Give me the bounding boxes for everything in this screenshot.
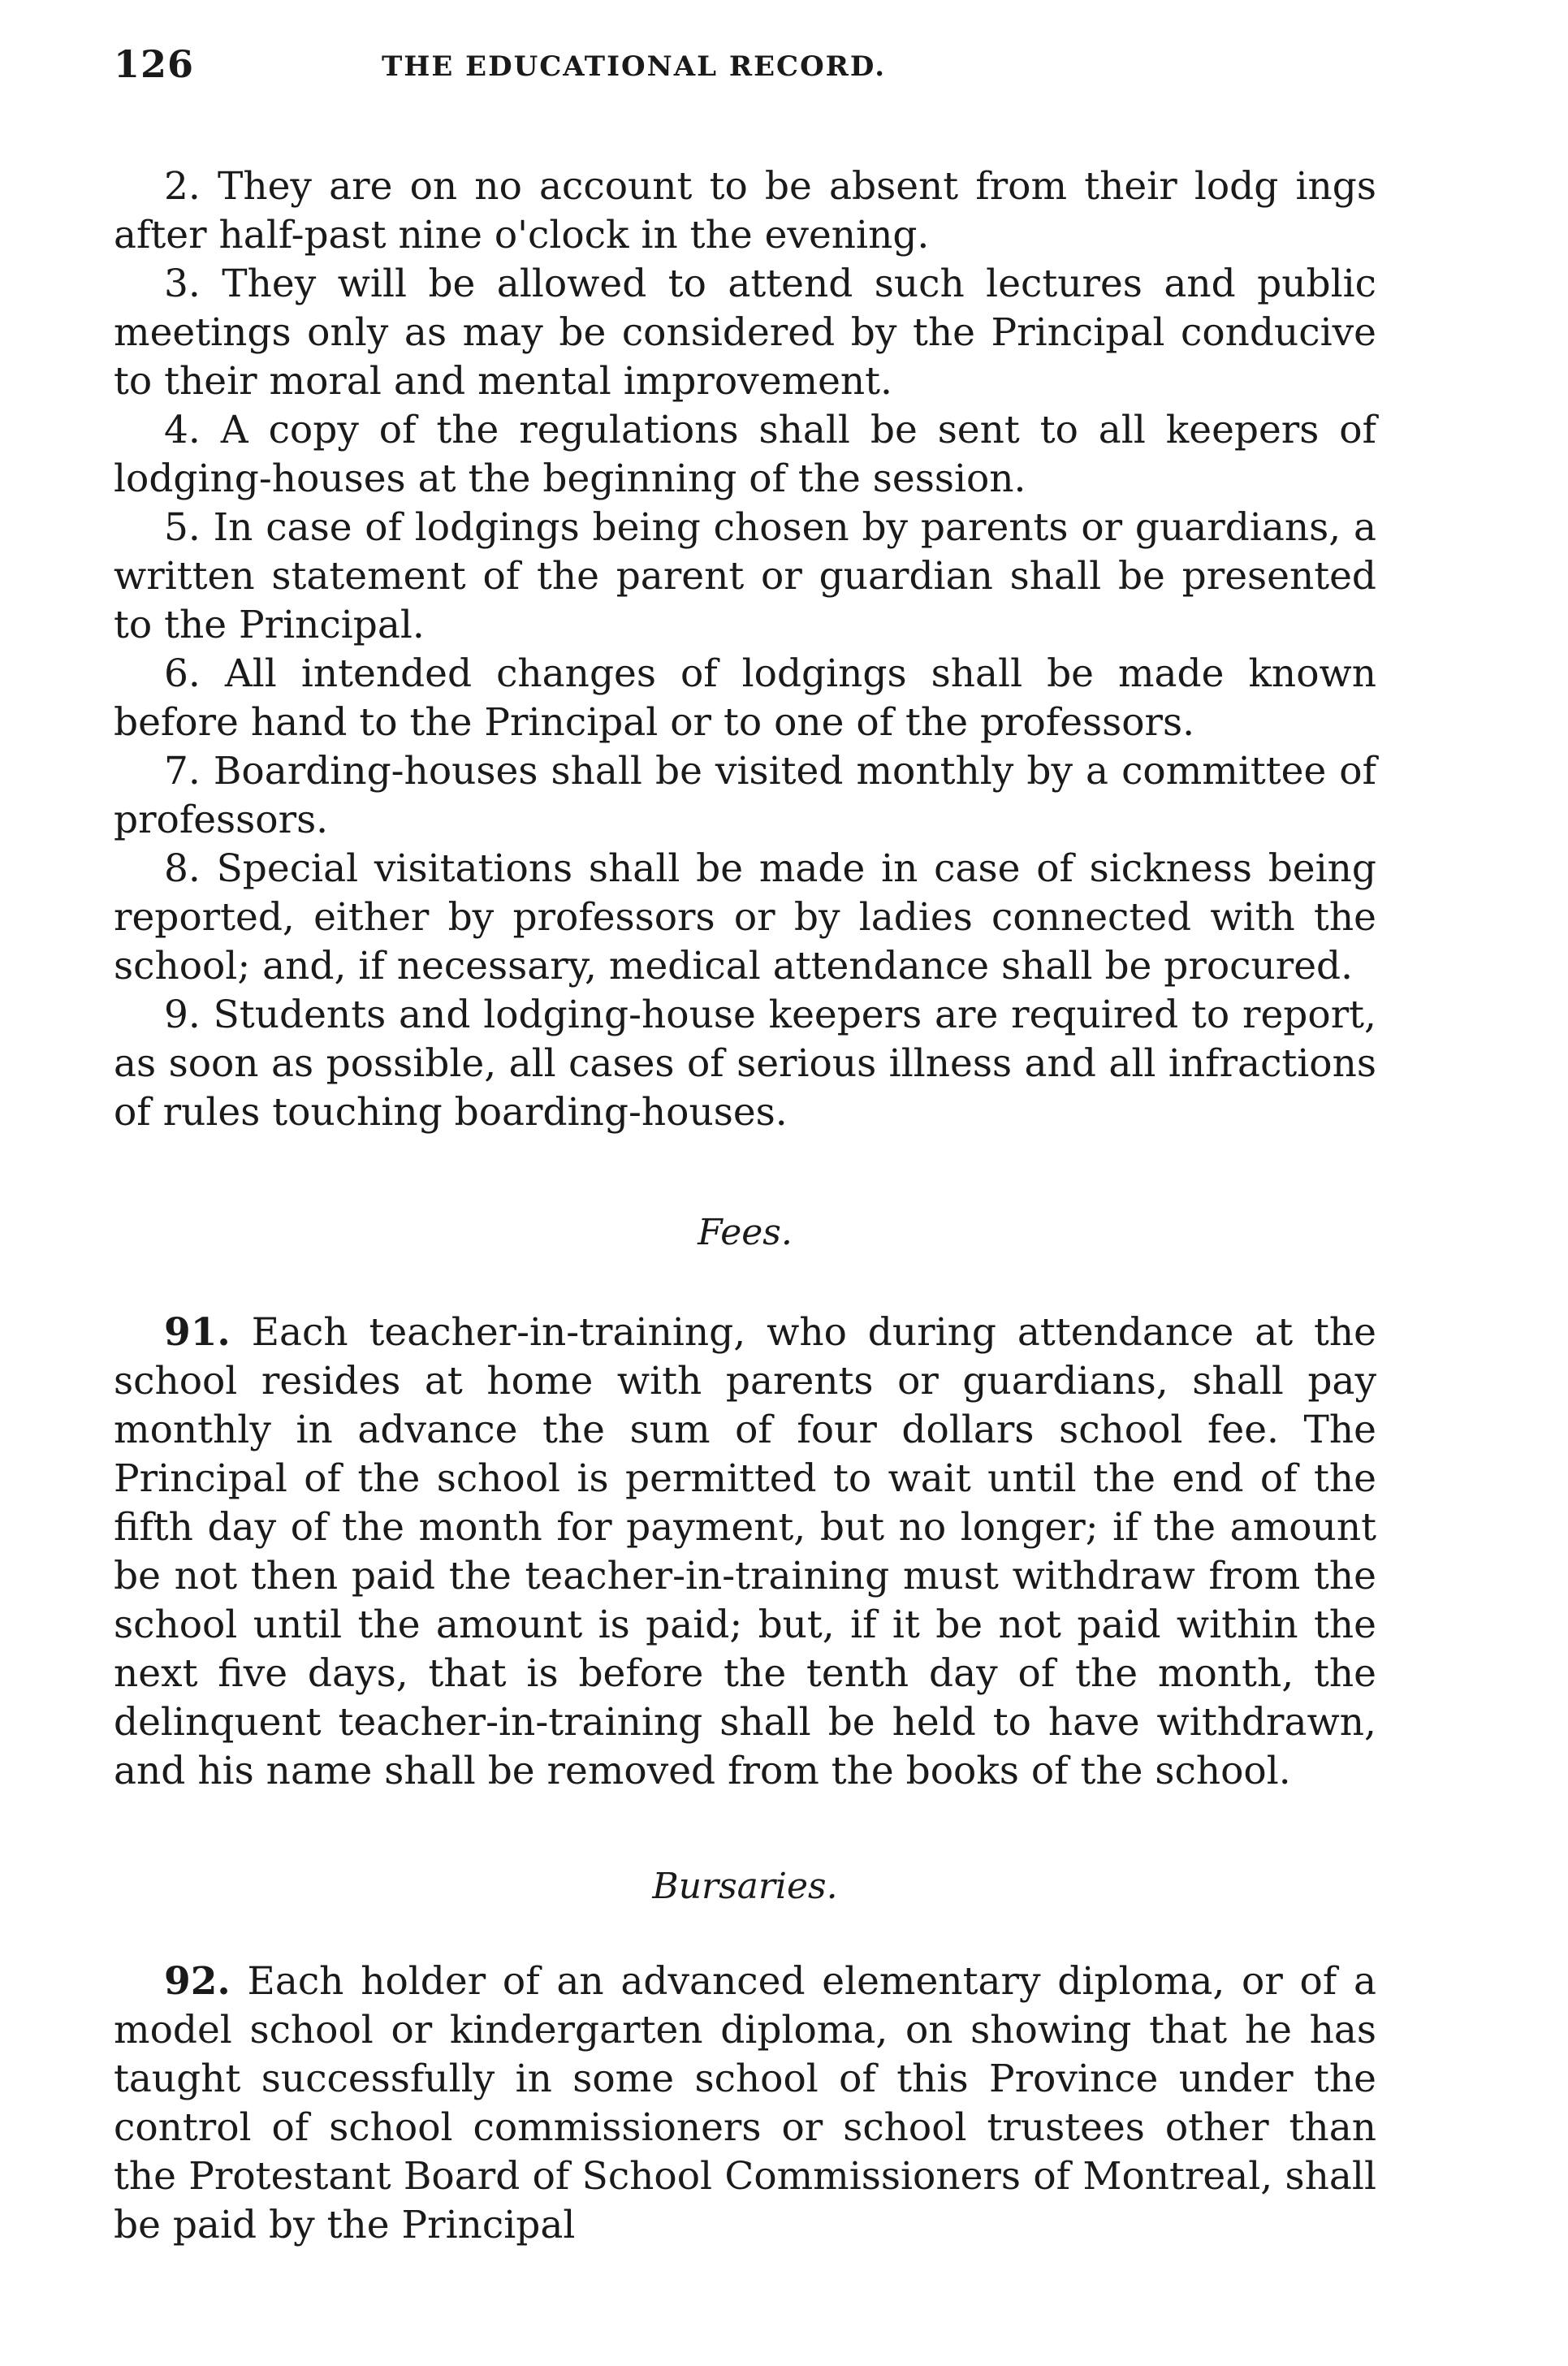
rule-8: 8. Special visitations shall be made in case of sickness being reported, either by professors or by ladies connected with the school; and, if necessary, medical attendance shall be procured. <box>114 846 1376 988</box>
bursaries-body: Each holder of an advanced elementary diploma, or of a model school or kindergarten diploma, on showing that he has taught successfully in some school of this Province under the control of school commissioners or school trustees other than the Protestant Board of School Commissioners of Montreal, shall be paid by the Principal <box>114 1959 1376 2247</box>
section-number-91: 91. <box>164 1310 231 1355</box>
lodging-rules <box>114 162 1376 1137</box>
rule-6: 6. All intended changes of lodgings shall be made known before hand to the Principal or to one of the professors. <box>114 651 1376 745</box>
fees-heading: Fees. <box>698 1212 793 1253</box>
running-head: THE EDUCATIONAL RECORD. <box>382 50 887 83</box>
rule-9: 9. Students and lodging-house keepers are required to report, as soon as possible, all cases of serious illness and all infractions of rules touching boarding-houses. <box>114 993 1376 1135</box>
fees-section-91 <box>114 1308 1376 1796</box>
fees-body: Each teacher-in-training, who during attendance at the school resides at home with parents or guardians, shall pay monthly in advance the sum of four dollars school fee. The Principal of the school is permitted to wait until the end of the fifth day of the month for payment, but no longer; if the amount be not then paid the teacher-in-training must withdraw from the school until the amount is paid; but, if it be not paid within the next five days, that is before the tenth day of the month, the delinquent teacher-in-training shall be held to have withdrawn, and his name shall be removed from the books of the school. <box>114 1310 1376 1793</box>
page-number: 126 <box>114 42 195 86</box>
page-header <box>114 32 1376 106</box>
bursaries-section-92 <box>114 1957 1376 2250</box>
section-number-92: 92. <box>164 1959 231 2004</box>
rule-7: 7. Boarding-houses shall be visited monthly by a committee of professors. <box>114 749 1376 842</box>
document-page <box>114 32 1376 2250</box>
rule-5: 5. In case of lodgings being chosen by parents or guardians, a written statement of the parent or guardian shall be presented to the Principal. <box>114 505 1376 647</box>
rule-3: 3. They will be allowed to attend such lectures and public meetings only as may be considered by the Principal conducive to their moral and mental improvement. <box>114 262 1376 404</box>
bursaries-heading: Bursaries. <box>652 1866 838 1907</box>
rule-2: 2. They are on no account to be absent from their lodg ings after half-past nine o'clock in the evening. <box>114 164 1376 257</box>
rule-4: 4. A copy of the regulations shall be sent to all keepers of lodging-houses at the beginning of the session. <box>114 408 1376 501</box>
